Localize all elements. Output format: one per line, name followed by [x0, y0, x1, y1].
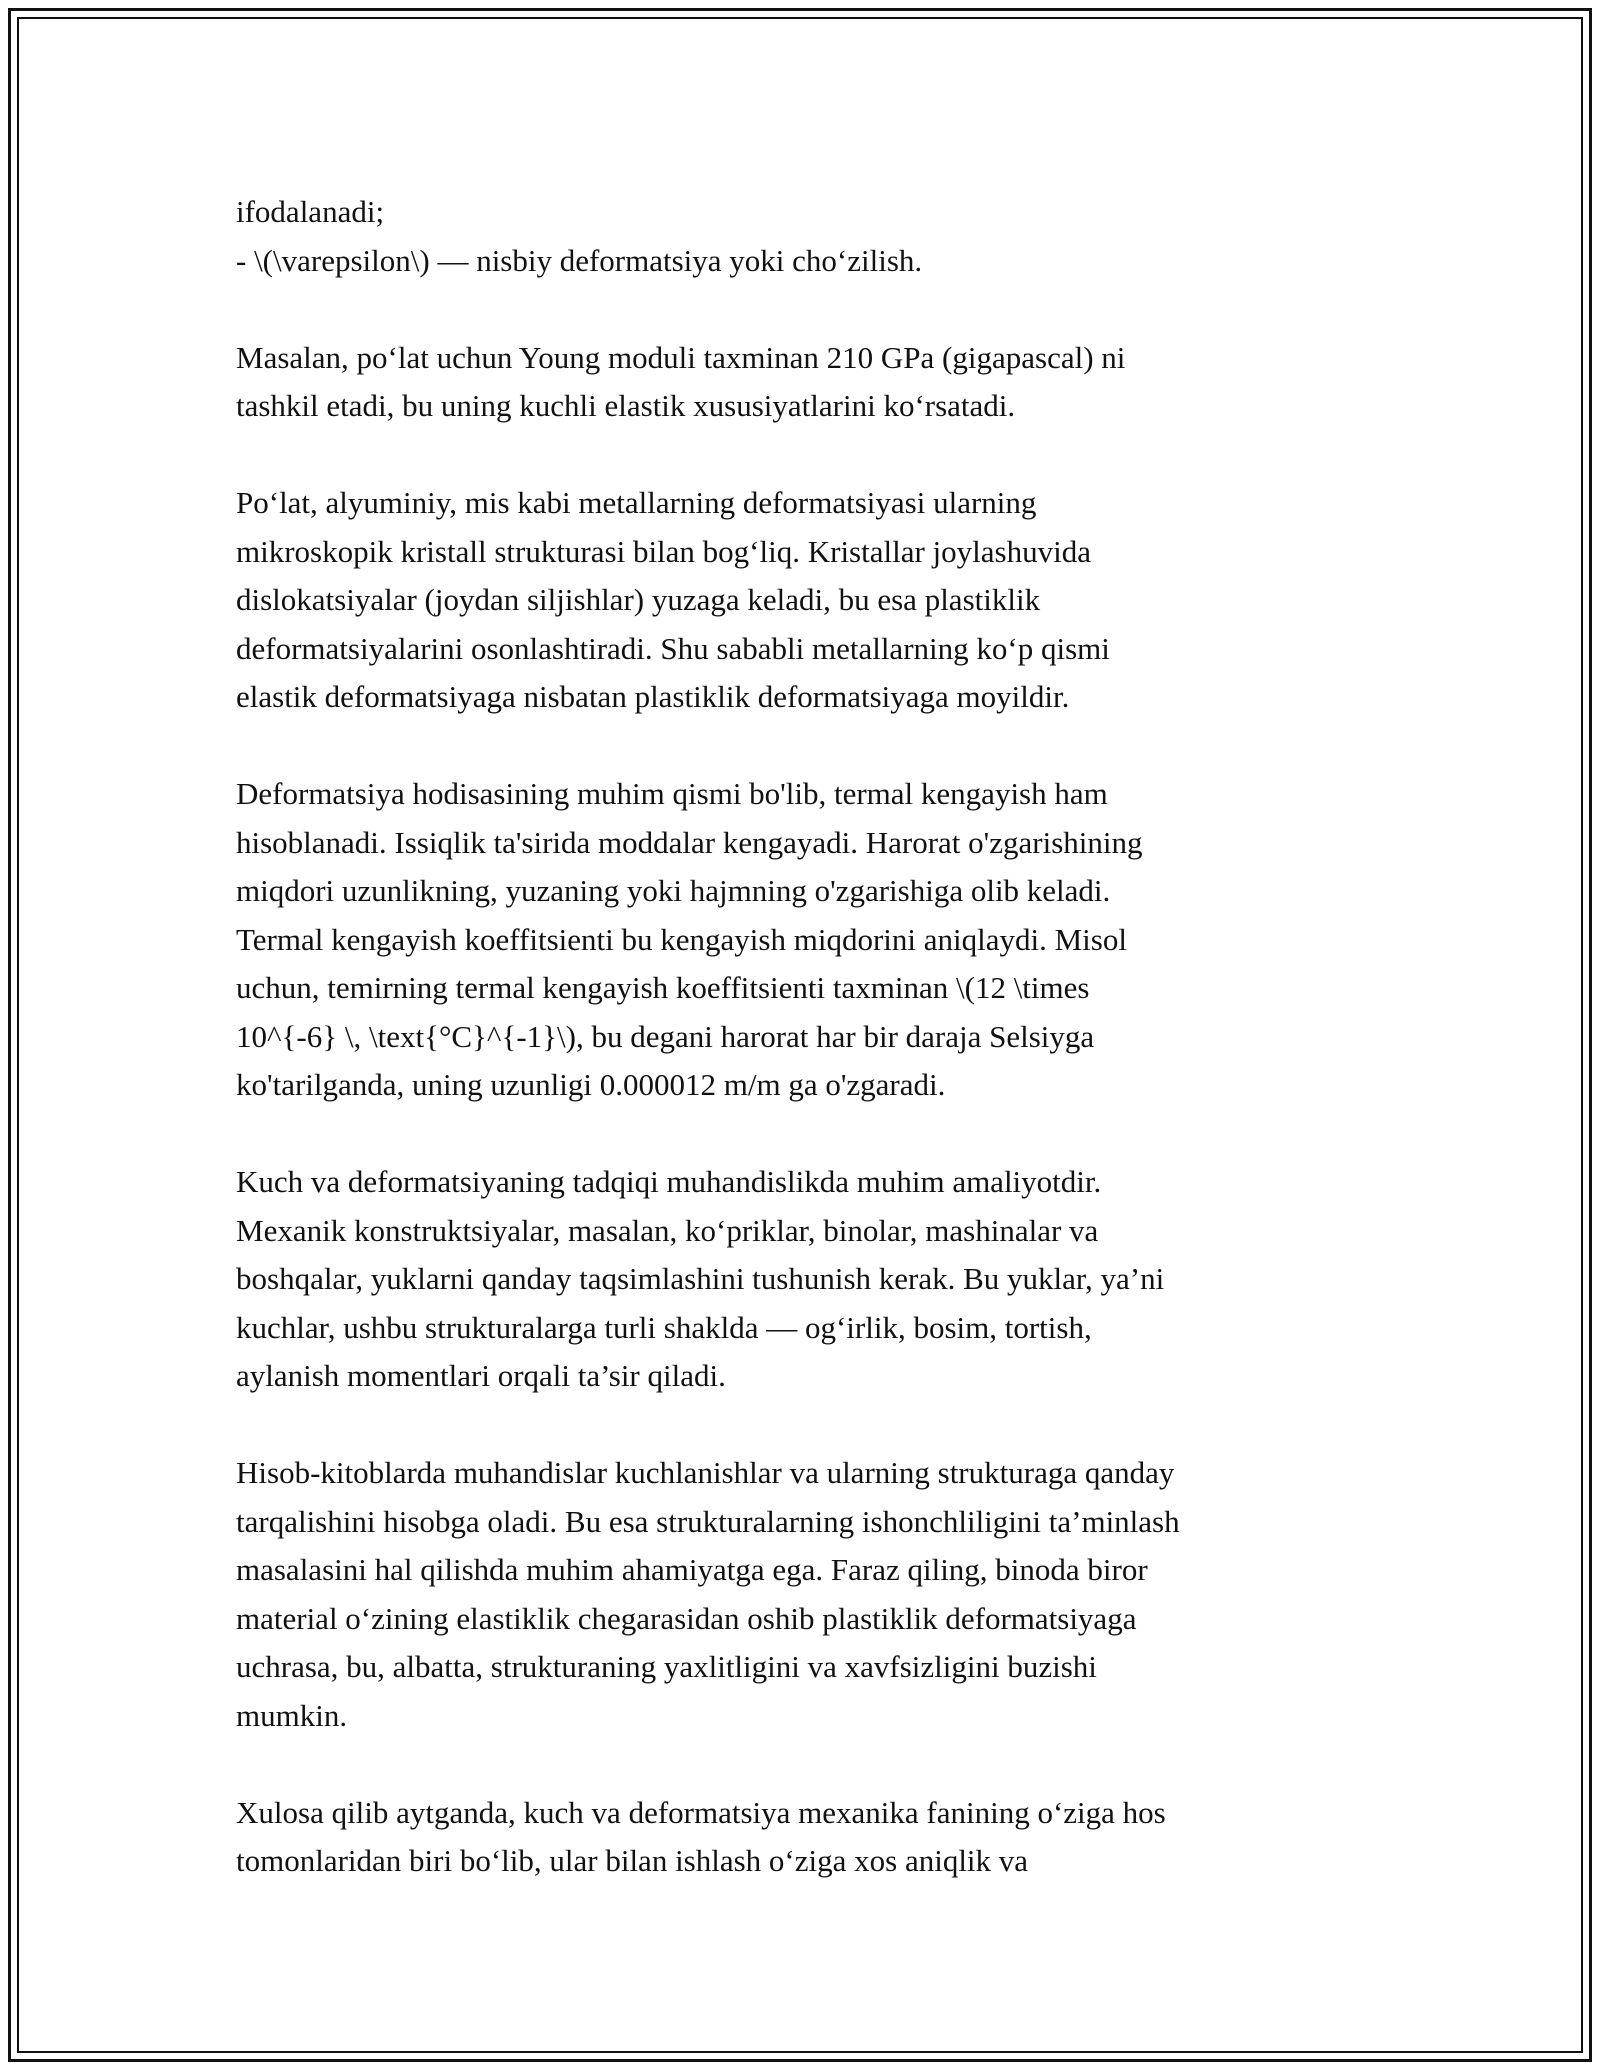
text-line: dislokatsiyalar (joydan siljishlar) yuzaga keladi, bu esa plastiklik [236, 582, 1041, 617]
text-line: miqdori uzunlikning, yuzaning yoki hajmning o'zgarishiga olib keladi. [236, 873, 1111, 908]
text-line: Deformatsiya hodisasining muhim qismi bo'lib, termal kengayish ham [236, 776, 1108, 811]
paragraph [236, 1449, 1366, 1740]
text-line: tashkil etadi, bu uning kuchli elastik xususiyatlarini ko‘rsatadi. [236, 388, 1016, 423]
paragraph [236, 1789, 1366, 1886]
text-line: boshqalar, yuklarni qanday taqsimlashini tushunish kerak. Bu yuklar, ya’ni [236, 1261, 1165, 1296]
paragraph [236, 188, 1366, 285]
text-line: masalasini hal qilishda muhim ahamiyatga ega. Faraz qiling, binoda biror [236, 1552, 1148, 1587]
text-line: Mexanik konstruktsiyalar, masalan, ko‘priklar, binolar, mashinalar va [236, 1212, 1099, 1248]
document-body [236, 188, 1366, 1934]
text-line: uchrasa, bu, albatta, strukturaning yaxlitligini va xavfsizligini buzishi [236, 1649, 1097, 1684]
text-line: - \(\varepsilon\) — nisbiy deformatsiya yoki cho‘zilish. [236, 242, 923, 278]
text-line: elastik deformatsiyaga nisbatan plastiklik deformatsiyaga moyildir. [236, 679, 1070, 714]
text-line: tomonlaridan biri bo‘lib, ular bilan ishlash o‘ziga xos aniqlik va [236, 1843, 1029, 1878]
text-line: Masalan, po‘lat uchun Young moduli taxminan 210 GPa (gigapascal) ni [236, 339, 1126, 375]
text-line: hisoblanadi. Issiqlik ta'sirida moddalar kengayadi. Harorat o'zgarishining [236, 824, 1143, 860]
text-line: 10^{-6} \, \text{°C}^{-1}\), bu degani harorat har bir daraja Selsiyga [236, 1018, 1095, 1054]
text-line: ko'tarilganda, uning uzunligi 0.000012 m/m ga o'zgaradi. [236, 1067, 946, 1102]
text-line: Hisob-kitoblarda muhandislar kuchlanishlar va ularning strukturaga qanday [236, 1455, 1175, 1490]
text-line: Kuch va deformatsiyaning tadqiqi muhandislikda muhim amaliyotdir. [236, 1164, 1102, 1199]
paragraph [236, 334, 1366, 431]
text-line: uchun, temirning termal kengayish koeffitsienti taxminan \(12 \times [236, 970, 1090, 1005]
text-line: deformatsiyalarini osonlashtiradi. Shu sababli metallarning ko‘p qismi [236, 630, 1110, 666]
text-line: ifodalanadi; [236, 194, 385, 229]
paragraph [236, 770, 1366, 1110]
text-line: material o‘zining elastiklik chegarasidan oshib plastiklik deformatsiyaga [236, 1600, 1137, 1636]
text-line: kuchlar, ushbu strukturalarga turli shaklda — og‘irlik, bosim, tortish, [236, 1309, 1092, 1345]
paragraph [236, 1158, 1366, 1401]
paragraph [236, 479, 1366, 722]
text-line: Po‘lat, alyuminiy, mis kabi metallarning deformatsiyasi ularning [236, 485, 1037, 520]
text-line: aylanish momentlari orqali ta’sir qiladi. [236, 1358, 726, 1393]
text-line: mikroskopik kristall strukturasi bilan bog‘liq. Kristallar joylashuvida [236, 533, 1091, 569]
text-line: Xulosa qilib aytganda, kuch va deformatsiya mexanika fanining o‘ziga hos [236, 1794, 1166, 1830]
text-line: mumkin. [236, 1697, 348, 1733]
text-line: Termal kengayish koeffitsienti bu kengayish miqdorini aniqlaydi. Misol [236, 921, 1127, 957]
text-line: tarqalishini hisobga oladi. Bu esa strukturalarning ishonchliligini ta’minlash [236, 1503, 1180, 1539]
